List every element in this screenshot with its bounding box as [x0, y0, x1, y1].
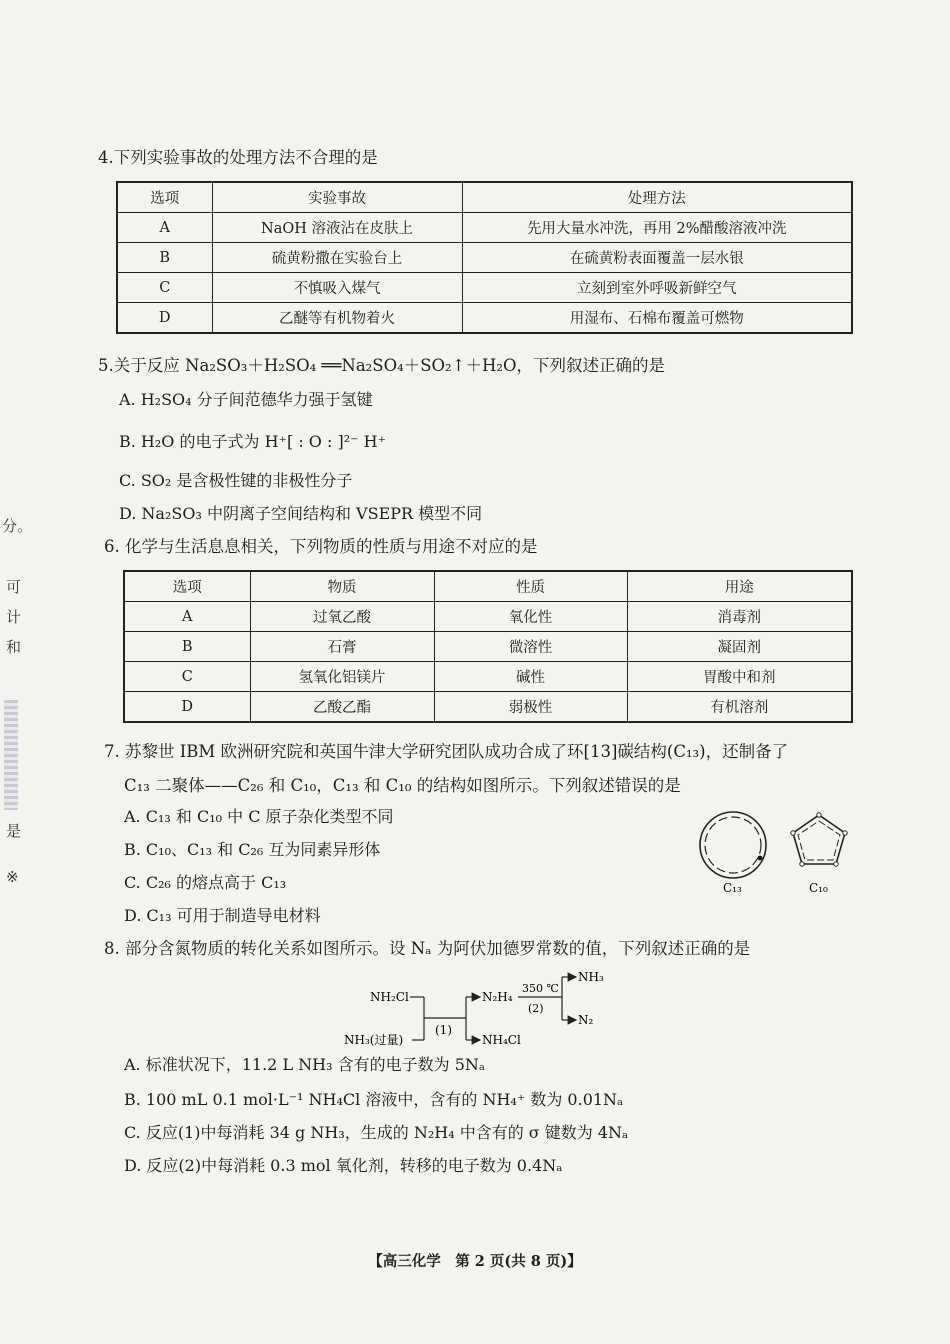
table-cell: 先用大量水冲洗，再用 2%醋酸溶液冲洗: [462, 213, 852, 243]
table-cell: A: [124, 602, 250, 632]
q5-stem-prefix: 5.关于反应: [98, 356, 185, 375]
margin-fragment: ※: [6, 868, 19, 886]
table-header-cell: 实验事故: [212, 182, 462, 213]
c13-ring: [700, 812, 766, 878]
diagram-reaction1: (1): [435, 1023, 452, 1037]
table-cell: 弱极性: [434, 692, 627, 723]
table-header-cell: 性质: [434, 571, 627, 602]
q7-option-a: A. C₁₃ 和 C₁₀ 中 C 原子杂化类型不同: [124, 807, 394, 826]
table-cell: 有机溶剂: [627, 692, 852, 723]
table-header-row: [117, 182, 852, 213]
table-cell: C: [124, 662, 250, 692]
q5-option-d: D. Na₂SO₃ 中阴离子空间结构和 VSEPR 模型不同: [119, 504, 483, 523]
q5-option-b: B. H₂O 的电子式为 H⁺[ : O : ]²⁻ H⁺: [119, 432, 387, 451]
margin-fragment: 和: [6, 638, 22, 656]
table-header-cell: 用途: [627, 571, 852, 602]
table-header-cell: 处理方法: [462, 182, 852, 213]
page-footer: 【高三化学 第 2 页(共 8 页)】: [368, 1253, 582, 1270]
table-cell: 氢氧化铝镁片: [250, 662, 434, 692]
q8-stem: 8. 部分含氮物质的转化关系如图所示。设 Nₐ 为阿伏加德罗常数的值，下列叙述正确的是: [104, 939, 751, 958]
q8-option-c: C. 反应(1)中每消耗 34 g NH₃，生成的 N₂H₄ 中含有的 σ 键数为 4Nₐ: [124, 1123, 629, 1142]
table-row: [117, 213, 852, 243]
table-row: [124, 692, 852, 723]
margin-fragment: 可: [6, 578, 22, 596]
table-header-cell: 选项: [124, 571, 250, 602]
q5-stem: [98, 355, 665, 377]
q4-table: [116, 181, 853, 334]
diagram-reaction2: (2): [528, 1002, 544, 1015]
table-cell: 石膏: [250, 632, 434, 662]
table-cell: B: [124, 632, 250, 662]
table-cell: B: [117, 243, 212, 273]
table-cell: 用湿布、石棉布覆盖可燃物: [462, 303, 852, 334]
table-cell: 硫黄粉撒在实验台上: [212, 243, 462, 273]
q6-table: [123, 570, 853, 723]
table-row: [124, 632, 852, 662]
table-row: [117, 243, 852, 273]
q7-option-d: D. C₁₃ 可用于制造导电材料: [124, 906, 321, 925]
diagram-temperature: 350 ℃: [522, 982, 559, 995]
table-cell: 碱性: [434, 662, 627, 692]
table-row: [124, 662, 852, 692]
table-header-row: [124, 571, 852, 602]
table-header-cell: 选项: [117, 182, 212, 213]
diagram-nh3-excess: NH₃(过量): [344, 1033, 404, 1047]
q5-equation: Na₂SO₃＋H₂SO₄ ══Na₂SO₄＋SO₂↑＋H₂O: [185, 356, 517, 375]
q7-option-c: C. C₂₆ 的熔点高于 C₁₃: [124, 873, 287, 892]
table-cell: 微溶性: [434, 632, 627, 662]
q8-option-a: A. 标准状况下，11.2 L NH₃ 含有的电子数为 5Nₐ: [124, 1055, 486, 1074]
nitrogen-conversion-diagram: [340, 965, 620, 1055]
q8-option-d: D. 反应(2)中每消耗 0.3 mol 氧化剂，转移的电子数为 0.4Nₐ: [124, 1156, 563, 1175]
q7-option-b: B. C₁₀、C₁₃ 和 C₂₆ 互为同素异形体: [124, 840, 381, 859]
table-cell: D: [117, 303, 212, 334]
q4-stem: 4.下列实验事故的处理方法不合理的是: [98, 148, 378, 167]
table-cell: 过氧乙酸: [250, 602, 434, 632]
table-cell: 不慎吸入煤气: [212, 273, 462, 303]
table-row: [124, 602, 852, 632]
q7-stem-line2: C₁₃ 二聚体——C₂₆ 和 C₁₀，C₁₃ 和 C₁₀ 的结构如图所示。下列叙述错误的是: [124, 776, 681, 795]
diagram-n2: N₂: [578, 1013, 594, 1027]
margin-fragment: 计: [6, 608, 22, 626]
c10-label: C₁₀: [809, 881, 828, 895]
table-header-cell: 物质: [250, 571, 434, 602]
table-cell: NaOH 溶液沾在皮肤上: [212, 213, 462, 243]
q7-stem-line1: 7. 苏黎世 IBM 欧洲研究院和英国牛津大学研究团队成功合成了环[13]碳结构(C₁₃)，还制备了: [104, 742, 789, 761]
q5-option-a: A. H₂SO₄ 分子间范德华力强于氢键: [119, 390, 373, 409]
table-cell: A: [117, 213, 212, 243]
carbon-ring-figure: [690, 800, 860, 900]
table-cell: 氧化性: [434, 602, 627, 632]
diagram-nh4cl: NH₄Cl: [482, 1033, 521, 1047]
table-cell: D: [124, 692, 250, 723]
table-cell: 消毒剂: [627, 602, 852, 632]
table-cell: 乙醚等有机物着火: [212, 303, 462, 334]
c10-ring: [791, 813, 847, 866]
table-row: [117, 303, 852, 334]
q5-stem-suffix: ，下列叙述正确的是: [516, 356, 666, 375]
margin-fragment: 是: [6, 822, 22, 840]
diagram-n2h4: N₂H₄: [482, 990, 513, 1004]
q6-stem: 6. 化学与生活息息相关，下列物质的性质与用途不对应的是: [104, 537, 538, 556]
c13-label: C₁₃: [723, 881, 742, 895]
margin-fragment: 分。: [2, 517, 33, 535]
table-cell: 立刻到室外呼吸新鲜空气: [462, 273, 852, 303]
table-row: [117, 273, 852, 303]
table-cell: 在硫黄粉表面覆盖一层水银: [462, 243, 852, 273]
margin-barcode: [4, 700, 18, 810]
diagram-nh3: NH₃: [578, 970, 604, 984]
table-cell: 凝固剂: [627, 632, 852, 662]
table-cell: 乙酸乙酯: [250, 692, 434, 723]
q8-option-b: B. 100 mL 0.1 mol·L⁻¹ NH₄Cl 溶液中，含有的 NH₄⁺ 数为 0.01Nₐ: [124, 1090, 624, 1109]
table-cell: 胃酸中和剂: [627, 662, 852, 692]
diagram-nh2cl: NH₂Cl: [370, 990, 409, 1004]
q5-option-c: C. SO₂ 是含极性键的非极性分子: [119, 471, 353, 490]
table-cell: C: [117, 273, 212, 303]
